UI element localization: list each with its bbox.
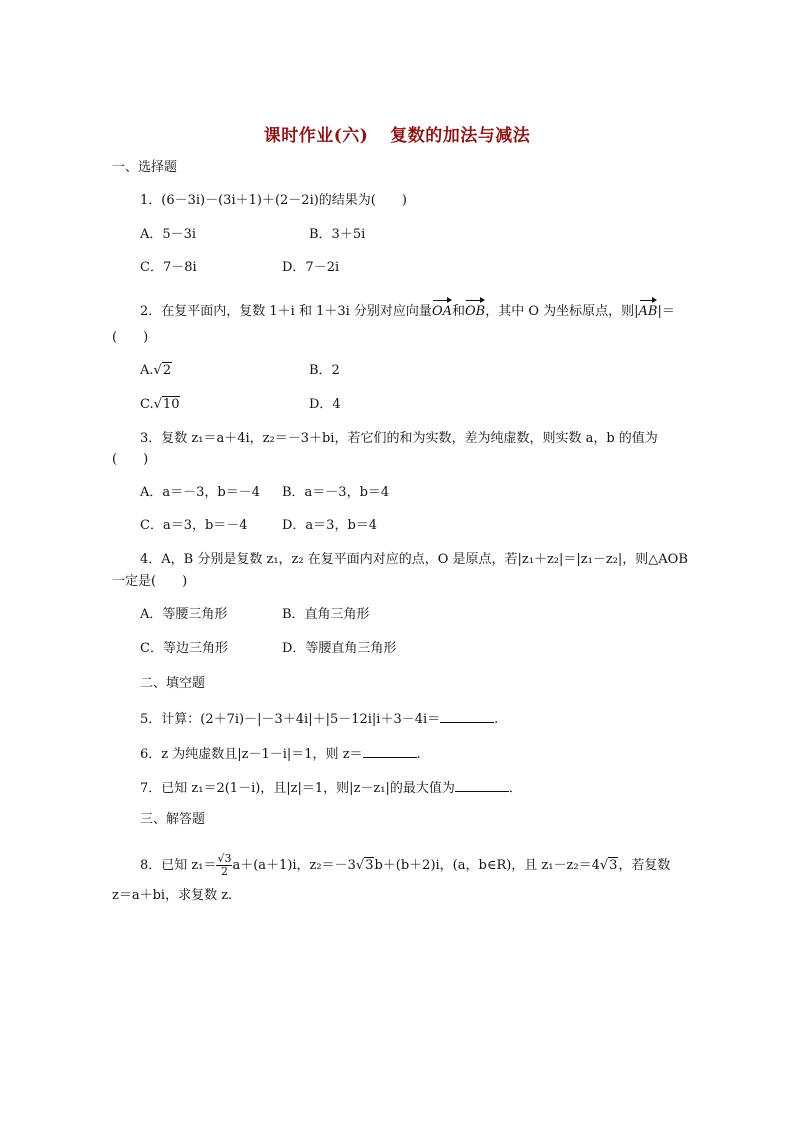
q4-stem-line2: 一定是( ) — [112, 574, 188, 589]
page-title — [0, 121, 794, 146]
answer-blank[interactable] — [440, 708, 494, 723]
fraction: $\frac{√3}{2}$ — [217, 852, 232, 878]
q2-option-a: A.√2 — [140, 361, 172, 381]
q8-stem-line2: z＝a＋bi，求复数 z. — [112, 888, 233, 903]
vector-ob: OB — [465, 302, 485, 322]
q4-option-d: D．等腰直角三角形 — [282, 641, 397, 656]
q3-option-d: D．a＝3，b＝4 — [282, 518, 378, 533]
q7-stem: 7．已知 z₁＝2(1－i)，且|z|＝1，则|z－z₁|的最大值为 ． — [140, 777, 522, 799]
sqrt-icon: √3 — [599, 858, 618, 873]
answer-blank[interactable] — [363, 743, 417, 758]
sqrt-icon: √3 — [355, 858, 374, 873]
q1-option-a: A．5－3i — [140, 227, 197, 242]
sqrt-icon: √2 — [153, 363, 172, 378]
q1-option-c: C．7－8i — [140, 260, 197, 275]
q3-stem-line2: ( ) — [112, 452, 149, 467]
q4-option-b: B．直角三角形 — [282, 607, 370, 622]
q3-option-a: A．a＝－3，b＝－4 — [140, 485, 261, 500]
q4-option-c: C．等边三角形 — [140, 641, 228, 656]
q4-option-a: A．等腰三角形 — [140, 607, 228, 622]
q5-stem: 5．计算：(2＋7i)－|－3＋4i|＋|5－12i|i＋3－4i＝ . — [140, 708, 498, 730]
q1-option-d: D．7－2i — [282, 260, 340, 275]
q2-option-c: C.√10 — [140, 395, 180, 415]
q3-option-c: C．a＝3，b＝－4 — [140, 518, 248, 533]
q2-option-d: D．4 — [309, 397, 341, 412]
q1-option-b: B．3＋5i — [309, 227, 366, 242]
q2-stem-line2: ( ) — [112, 330, 149, 345]
title-sub: 复数的加法与减法 — [390, 126, 531, 146]
q3-stem: 3．复数 z₁＝a＋4i，z₂＝－3＋bi，若它们的和为实数，差为纯虚数，则实数 a，b 的值为 — [140, 431, 658, 446]
section-fill: 二、填空题 — [140, 676, 206, 691]
section-solve: 三、解答题 — [140, 812, 206, 827]
section-choice: 一、选择题 — [112, 160, 178, 175]
q8-stem: 8．已知 z₁＝ $\frac{√3}{2}$ a＋(a＋1)i，z₂＝－3√3b＋(b＋2)i，(a，b∈R)，且 z₁－z₂＝4√3，若复数 — [140, 852, 671, 878]
q6-stem: 6．z 为纯虚数且|z－1－i|＝1，则 z＝ . — [140, 743, 421, 765]
vector-ab: AB — [639, 302, 658, 322]
q3-option-b: B．a＝－3，b＝4 — [282, 485, 390, 500]
q2-option-b: B．2 — [309, 363, 340, 378]
answer-blank[interactable] — [455, 777, 509, 792]
q2-stem: 2．在复平面内，复数 1＋i 和 1＋3i 分别对应向量OA和OB，其中 O 为坐标原点，则|AB|＝ — [140, 302, 675, 322]
vector-oa: OA — [432, 302, 452, 322]
q1-stem: 1．(6－3i)－(3i＋1)＋(2－2i)的结果为( ) — [140, 193, 407, 208]
sqrt-icon: √10 — [153, 397, 180, 412]
q4-stem: 4．A，B 分别是复数 z₁，z₂ 在复平面内对应的点，O 是原点，若|z₁＋z₂|＝|z₁－z₂|，则△AOB — [140, 552, 688, 567]
title-main: 课时作业(六) — [263, 126, 369, 146]
